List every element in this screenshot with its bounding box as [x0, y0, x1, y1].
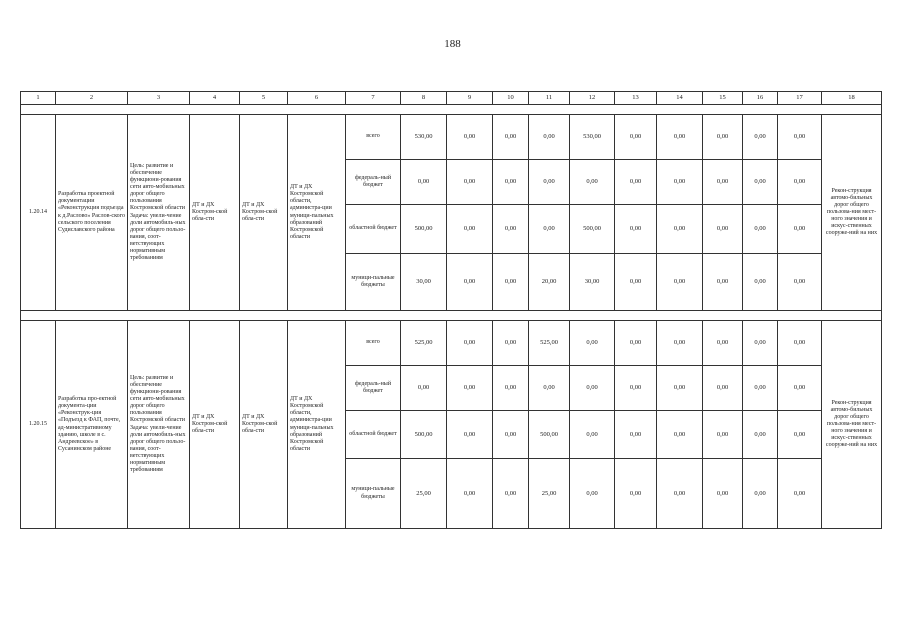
funding-value: 0,00	[401, 366, 447, 411]
header-cell: 17	[778, 92, 822, 105]
funding-value: 0,00	[778, 366, 822, 411]
funding-value: 0,00	[657, 115, 703, 160]
funding-value: 0,00	[657, 366, 703, 411]
header-cell: 11	[529, 92, 570, 105]
funding-value: 0,00	[778, 205, 822, 254]
funding-value: 25,00	[529, 459, 570, 529]
row-code: 1.20.15	[21, 321, 56, 529]
header-row	[21, 92, 882, 105]
funding-value: 0,00	[657, 205, 703, 254]
header-cell: 8	[401, 92, 447, 105]
funding-value: 0,00	[493, 321, 529, 366]
funding-value: 0,00	[615, 411, 657, 459]
expected-result: Рекон-струкция автомо-бильных дорог общего пользова-ния мест-ного значения и искус-ственных сооруже-ний на них	[822, 115, 882, 311]
funding-value: 0,00	[447, 366, 493, 411]
funding-value: 0,00	[703, 254, 743, 311]
funding-source-label: всего	[346, 115, 401, 160]
funding-value: 0,00	[743, 321, 778, 366]
header-cell: 13	[615, 92, 657, 105]
funding-value: 0,00	[447, 160, 493, 205]
funding-value: 0,00	[743, 254, 778, 311]
funding-source-label: областной бюджет	[346, 205, 401, 254]
funding-value: 30,00	[401, 254, 447, 311]
funding-value: 0,00	[570, 321, 615, 366]
funding-value: 0,00	[493, 205, 529, 254]
funding-value: 0,00	[703, 459, 743, 529]
expected-result: Рекон-струкция автомо-бильных дорог общего пользова-ния мест-ного значения и искус-ственных сооруже-ний на них	[822, 321, 882, 529]
funding-value: 0,00	[703, 205, 743, 254]
funding-value: 0,00	[743, 366, 778, 411]
header-cell: 5	[240, 92, 288, 105]
funding-value: 0,00	[615, 254, 657, 311]
funding-value: 0,00	[615, 160, 657, 205]
goal-task: Цель: развитие и обеспечение функциони-рования сети авто-мобильных дорог общего пользования Костромской области Задача: увели-чение доли автомобиль-ных дорог общего пользо-вания, соот-ветствующих нормативным требованиям	[128, 321, 190, 529]
header-cell: 10	[493, 92, 529, 105]
header-cell: 3	[128, 92, 190, 105]
funding-value: 0,00	[493, 160, 529, 205]
funding-value: 0,00	[657, 459, 703, 529]
header-cell: 18	[822, 92, 882, 105]
header-cell: 4	[190, 92, 240, 105]
funding-value: 0,00	[743, 115, 778, 160]
coexecutor: ДТ и ДХ Костром-ской обла-сти	[240, 115, 288, 311]
funding-value: 25,00	[401, 459, 447, 529]
funding-value: 20,00	[529, 254, 570, 311]
row-code: 1.20.14	[21, 115, 56, 311]
funding-value: 0,00	[703, 366, 743, 411]
funding-value: 0,00	[447, 254, 493, 311]
funding-value: 0,00	[447, 411, 493, 459]
table-row	[21, 321, 882, 366]
funding-source-label: муници-пальные бюджеты	[346, 254, 401, 311]
funding-value: 0,00	[401, 160, 447, 205]
funding-value: 0,00	[529, 205, 570, 254]
funding-value: 0,00	[447, 115, 493, 160]
funding-value: 0,00	[703, 321, 743, 366]
goal-task: Цель: развитие и обеспечение функциони-рования сети авто-мобильных дорог общего пользования Костромской области Задача: увели-чение доли автомобиль-ных дорог общего пользо-вания, соот-ветствующих нормативным требованиям	[128, 115, 190, 311]
funding-value: 0,00	[743, 205, 778, 254]
funding-value: 0,00	[570, 366, 615, 411]
spacer-row	[21, 311, 882, 321]
funding-source-label: муници-пальные бюджеты	[346, 459, 401, 529]
funding-value: 0,00	[447, 205, 493, 254]
funding-value: 0,00	[703, 160, 743, 205]
funding-value: 530,00	[570, 115, 615, 160]
funding-value: 500,00	[529, 411, 570, 459]
funding-value: 0,00	[493, 254, 529, 311]
measure-name: Разработка проектной документации «Реконструкция подъезда к д.Раслово» Раслов-ского сельского поселения Судиславского района	[56, 115, 128, 311]
spacer-cell	[21, 311, 882, 321]
funding-value: 525,00	[529, 321, 570, 366]
funding-value: 0,00	[615, 366, 657, 411]
funding-value: 0,00	[657, 254, 703, 311]
funding-value: 0,00	[529, 115, 570, 160]
funding-value: 0,00	[657, 160, 703, 205]
funding-source-label: федераль-ный бюджет	[346, 160, 401, 205]
funding-value: 0,00	[778, 115, 822, 160]
funding-value: 0,00	[778, 254, 822, 311]
funding-source-label: федераль-ный бюджет	[346, 366, 401, 411]
funding-value: 530,00	[401, 115, 447, 160]
table-row	[21, 115, 882, 160]
funding-value: 0,00	[570, 459, 615, 529]
funding-value: 0,00	[447, 321, 493, 366]
funding-value: 0,00	[493, 115, 529, 160]
participants: ДТ и ДХ Костромской области, администра-ции муници-пальных образований Костромской области	[288, 321, 346, 529]
funding-value: 0,00	[657, 321, 703, 366]
funding-source-label: областной бюджет	[346, 411, 401, 459]
funding-value: 0,00	[615, 459, 657, 529]
funding-value: 525,00	[401, 321, 447, 366]
executor: ДТ и ДХ Костром-ской обла-сти	[190, 321, 240, 529]
funding-value: 0,00	[529, 366, 570, 411]
funding-source-label: всего	[346, 321, 401, 366]
header-cell: 6	[288, 92, 346, 105]
funding-value: 500,00	[401, 411, 447, 459]
participants: ДТ и ДХ Костромской области, администра-ции муници-пальных образований Костромской области	[288, 115, 346, 311]
funding-value: 0,00	[703, 115, 743, 160]
header-cell: 1	[21, 92, 56, 105]
funding-value: 0,00	[615, 115, 657, 160]
spacer-cell	[21, 105, 882, 115]
funding-value: 0,00	[615, 321, 657, 366]
funding-value: 0,00	[778, 160, 822, 205]
funding-value: 0,00	[743, 411, 778, 459]
funding-value: 500,00	[570, 205, 615, 254]
coexecutor: ДТ и ДХ Костром-ской обла-сти	[240, 321, 288, 529]
funding-value: 0,00	[570, 160, 615, 205]
funding-value: 0,00	[493, 366, 529, 411]
header-cell: 16	[743, 92, 778, 105]
funding-value: 0,00	[493, 411, 529, 459]
funding-value: 0,00	[447, 459, 493, 529]
header-cell: 9	[447, 92, 493, 105]
measure-name: Разработка про-ектной документа-ции «Реконструк-ция «Подъезд к ФАП, почте, ад-министративному зданию, школе в с. Андреевское» в Сусанинском районе	[56, 321, 128, 529]
header-cell: 7	[346, 92, 401, 105]
header-cell: 14	[657, 92, 703, 105]
funding-value: 0,00	[778, 459, 822, 529]
funding-value: 0,00	[493, 459, 529, 529]
funding-value: 500,00	[401, 205, 447, 254]
header-cell: 2	[56, 92, 128, 105]
funding-value: 0,00	[615, 205, 657, 254]
page-number: 188	[444, 38, 461, 50]
funding-value: 0,00	[743, 459, 778, 529]
funding-value: 0,00	[778, 411, 822, 459]
funding-value: 0,00	[570, 411, 615, 459]
funding-value: 0,00	[743, 160, 778, 205]
funding-value: 0,00	[703, 411, 743, 459]
program-table	[20, 91, 882, 529]
header-cell: 12	[570, 92, 615, 105]
funding-value: 0,00	[778, 321, 822, 366]
spacer-row	[21, 105, 882, 115]
header-cell: 15	[703, 92, 743, 105]
funding-value: 30,00	[570, 254, 615, 311]
funding-value: 0,00	[657, 411, 703, 459]
executor: ДТ и ДХ Костром-ской обла-сти	[190, 115, 240, 311]
funding-value: 0,00	[529, 160, 570, 205]
